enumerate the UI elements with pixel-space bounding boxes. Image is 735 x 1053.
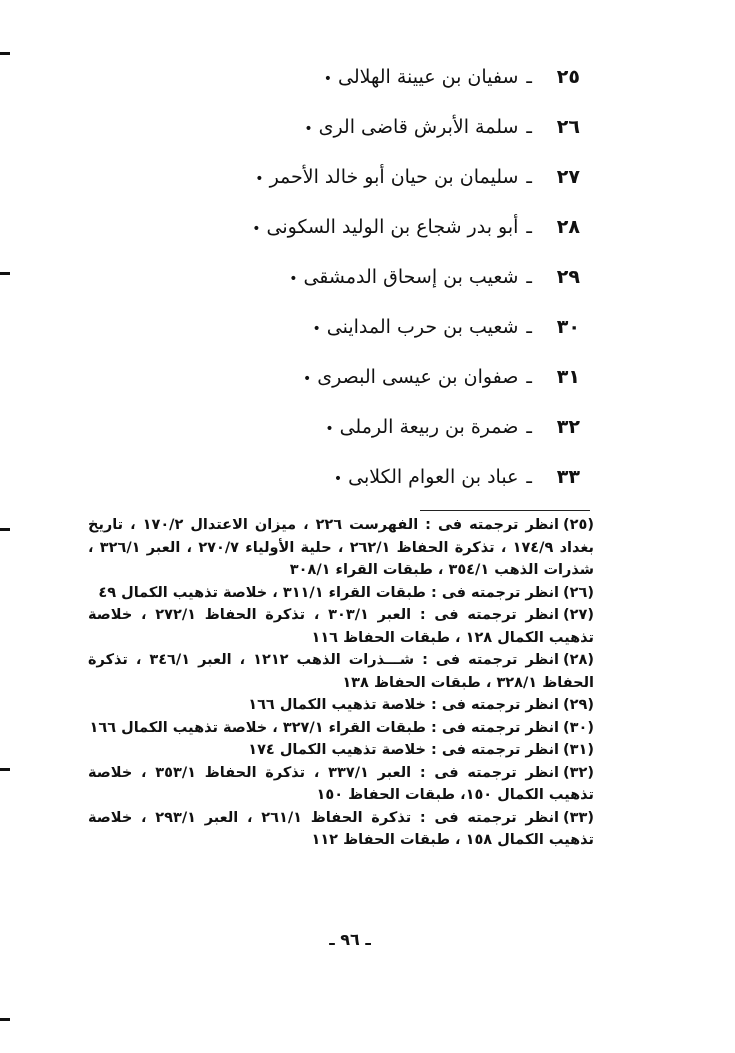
entry-number: ٢٥ bbox=[556, 66, 580, 88]
page-number: ـ ٩٦ ـ bbox=[329, 930, 371, 949]
footnote-text: انظر ترجمته فى : العبر ٣٣٧/١ ، تذكرة الحفاظ ٣٥٣/١ ، خلاصة تذهيب الكمال ١٥٠، طبقات الحفاظ ١٥٠ bbox=[88, 764, 594, 803]
bullet-icon: • bbox=[255, 171, 264, 187]
footnote-text: انظر ترجمته فى : شـــذرات الذهب ١٢١٢ ، العبر ٣٤٦/١ ، تذكرة الحفاظ ٣٢٨/١ ، طبقات الحفاظ ١٣٨ bbox=[88, 652, 594, 691]
entry-dash: ـ bbox=[526, 416, 532, 438]
entry-dash: ـ bbox=[526, 216, 532, 238]
footnote-text: انظر ترجمته فى : طبقات القراء ٣١١/١ ، خلاصة تذهيب الكمال ٤٩ bbox=[98, 584, 560, 601]
footnote-text: انظر ترجمته فى : خلاصة تذهيب الكمال ١٧٤ bbox=[248, 742, 560, 758]
list-item bbox=[60, 152, 580, 202]
footnote bbox=[88, 762, 594, 807]
entry-name: ضمرة بن ربيعة الرملى bbox=[339, 416, 519, 438]
footnote-number: (٣٢) bbox=[563, 764, 594, 781]
entry-name: شعيب بن إسحاق الدمشقى bbox=[303, 266, 519, 288]
entry-name: أبو بدر شجاع بن الوليد السكونى bbox=[266, 216, 519, 238]
narrator-list bbox=[60, 52, 580, 502]
entry-dash: ـ bbox=[526, 316, 532, 338]
footnote-text: انظر ترجمته فى : العبر ٣٠٣/١ ، تذكرة الحفاظ ٢٧٢/١ ، خلاصة تذهيب الكمال ١٢٨ ، طبقات الحفاظ ١١٦ bbox=[88, 607, 594, 646]
footnote bbox=[88, 739, 594, 762]
bullet-icon: • bbox=[289, 271, 298, 287]
entry-number: ٣١ bbox=[556, 366, 580, 388]
bullet-icon: • bbox=[252, 221, 261, 237]
footnote-number: (٢٥) bbox=[563, 517, 594, 533]
margin-mark bbox=[0, 272, 10, 275]
entry-number: ٣٠ bbox=[556, 316, 580, 338]
entry-number: ٢٩ bbox=[556, 266, 580, 288]
bullet-icon: • bbox=[323, 71, 333, 87]
footnote-text: انظر ترجمته فى : تذكرة الحفاظ ٢٦١/١ ، العبر ٢٩٣/١ ، خلاصة تذهيب الكمال ١٥٨ ، طبقات الحفاظ ١١٢ bbox=[88, 809, 594, 848]
list-item bbox=[60, 52, 580, 102]
bullet-icon: • bbox=[303, 371, 312, 387]
list-item bbox=[60, 252, 580, 302]
entry-number: ٢٨ bbox=[556, 216, 580, 238]
footnote-number: (٢٨) bbox=[563, 652, 594, 668]
entry-number: ٢٧ bbox=[556, 166, 580, 188]
bullet-icon: • bbox=[312, 321, 321, 337]
entry-name: سلمة الأبرش قاضى الرى bbox=[318, 116, 519, 138]
entry-name: شعيب بن حرب المداينى bbox=[326, 316, 519, 338]
footnote bbox=[88, 717, 594, 740]
list-item bbox=[60, 402, 580, 452]
footnote-number: (٢٦) bbox=[563, 584, 594, 601]
footnote bbox=[88, 649, 594, 694]
list-item bbox=[60, 102, 580, 152]
footnote bbox=[88, 694, 594, 717]
footnote-divider bbox=[420, 510, 590, 511]
entry-dash: ـ bbox=[526, 66, 532, 88]
footnote-text: انظر ترجمته فى : الفهرست ٢٢٦ ، ميزان الاعتدال ١٧٠/٢ ، تاريخ بغداد ١٧٤/٩ ، تذكرة الحفاظ ٢٦٢/١ ، حلية الأولياء ٢٧٠/٧ ، العبر ٣٢٦/١ ، شذرات الذهب ٣٥٤/١ ، طبقات القراء ٣٠٨/١ bbox=[88, 517, 594, 578]
entry-dash: ـ bbox=[526, 166, 532, 188]
entry-name: سليمان بن حيان أبو خالد الأحمر bbox=[269, 166, 519, 188]
margin-mark bbox=[0, 52, 10, 55]
footnote-number: (٣٠) bbox=[563, 719, 594, 736]
footnote bbox=[88, 582, 594, 605]
list-item bbox=[60, 352, 580, 402]
entry-number: ٣٢ bbox=[556, 416, 580, 438]
margin-mark bbox=[0, 528, 10, 531]
footnotes bbox=[88, 514, 594, 852]
entry-number: ٢٦ bbox=[556, 116, 580, 138]
footnote-text: انظر ترجمته فى : طبقات القراء ٣٢٧/١ ، خلاصة تذهيب الكمال ١٦٦ bbox=[89, 719, 560, 736]
margin-mark bbox=[0, 768, 10, 771]
footnote-number: (٣٣) bbox=[563, 809, 594, 826]
list-item bbox=[60, 302, 580, 352]
entry-dash: ـ bbox=[526, 366, 532, 388]
footnote-number: (٣١) bbox=[563, 742, 594, 758]
footnote-number: (٢٩) bbox=[563, 697, 594, 713]
list-item bbox=[60, 452, 580, 502]
footnote bbox=[88, 514, 594, 582]
footnote-text: انظر ترجمته فى : خلاصة تذهيب الكمال ١٦٦ bbox=[248, 697, 560, 713]
entry-name: سفيان بن عيينة الهلالى bbox=[338, 66, 519, 88]
entry-dash: ـ bbox=[526, 266, 532, 288]
footnote bbox=[88, 807, 594, 852]
footnote bbox=[88, 604, 594, 649]
bullet-icon: • bbox=[333, 471, 343, 487]
list-item bbox=[60, 202, 580, 252]
margin-mark bbox=[0, 1018, 10, 1021]
bullet-icon: • bbox=[325, 421, 334, 437]
entry-dash: ـ bbox=[526, 116, 532, 138]
footnote-number: (٢٧) bbox=[563, 607, 594, 623]
entry-number: ٣٣ bbox=[556, 466, 580, 488]
entry-name: صفوان بن عيسى البصرى bbox=[317, 366, 519, 388]
bullet-icon: • bbox=[304, 121, 313, 137]
entry-dash: ـ bbox=[526, 466, 532, 488]
entry-name: عباد بن العوام الكلابى bbox=[348, 466, 519, 488]
